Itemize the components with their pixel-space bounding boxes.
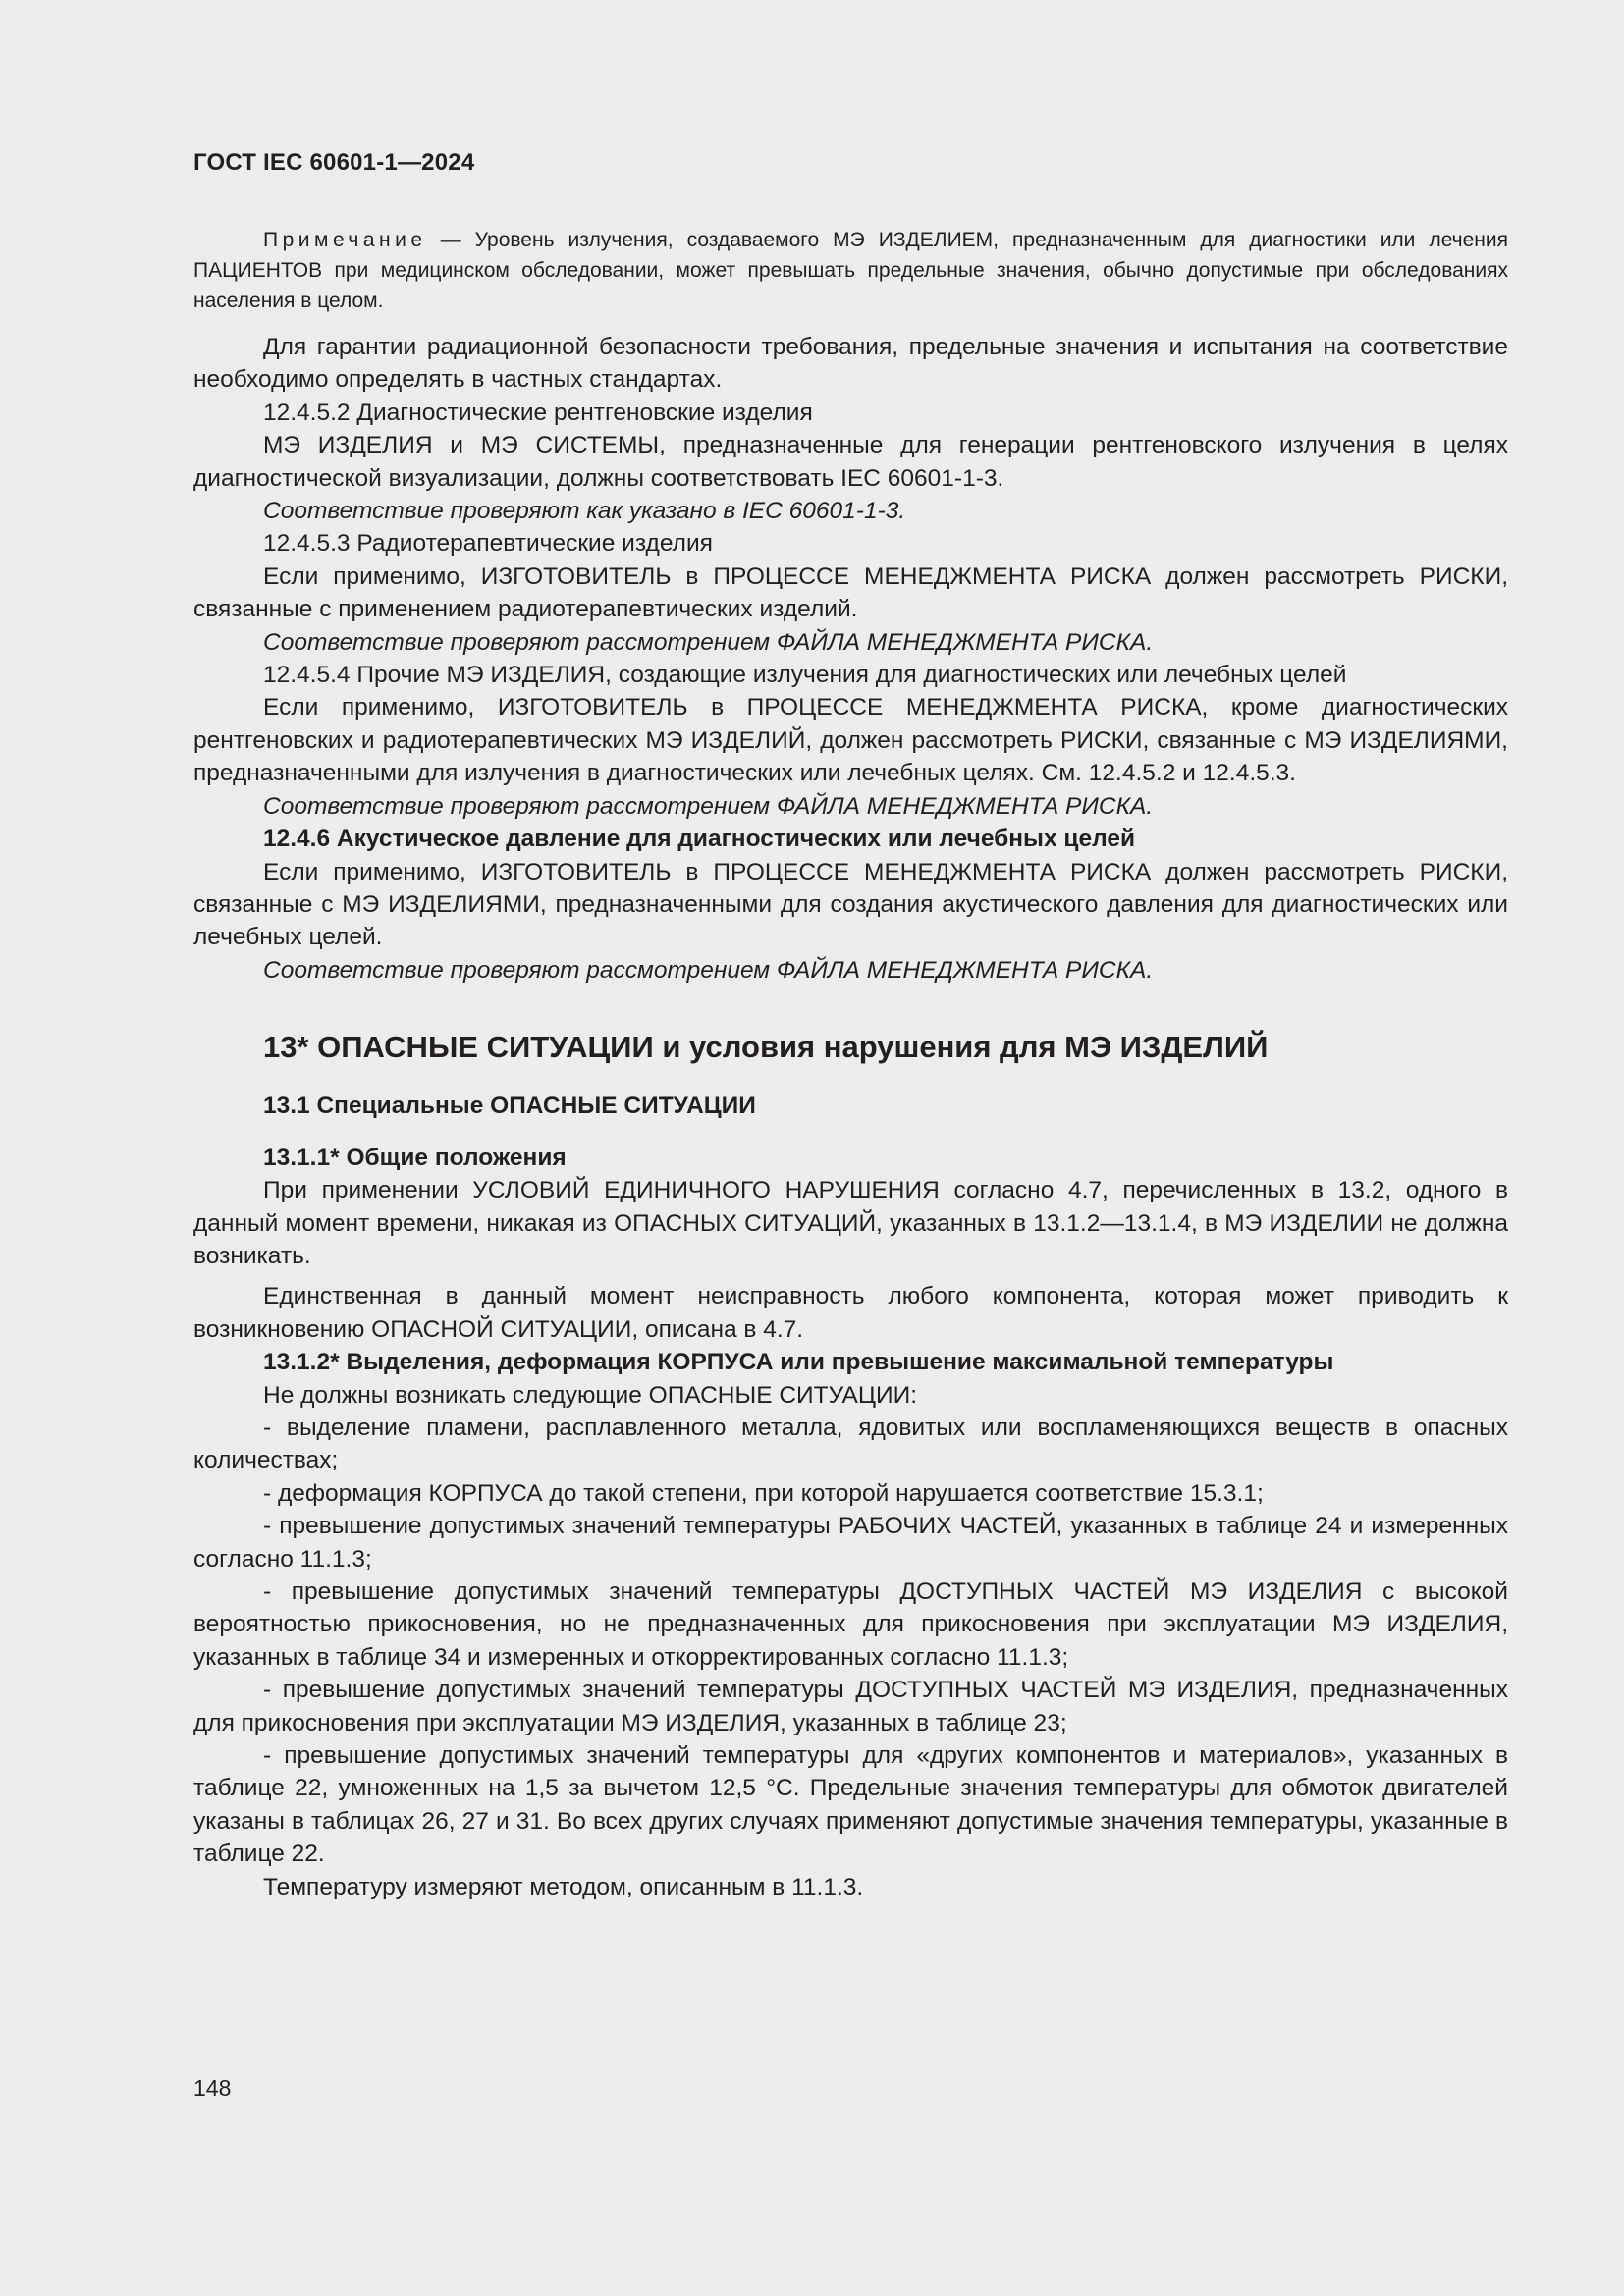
compliance-check-radiotherapy: Соответствие проверяют рассмотрением ФАЙЛА МЕНЕДЖМЕНТА РИСКА. — [263, 628, 1154, 656]
paragraph-acoustic-pressure: Если применимо, ИЗГОТОВИТЕЛЬ в ПРОЦЕССЕ МЕНЕДЖМЕНТА РИСКА должен рассмотреть РИСКИ, связанные с МЭ ИЗДЕЛИЯМИ, предназначенными для создания акустического давления для диагностических или лечебных целей. — [193, 858, 1508, 951]
compliance-check-xray: Соответствие проверяют как указано в IEC 60601-1-3. — [263, 498, 906, 525]
note-paragraph — [193, 225, 1508, 316]
paragraph-component-failure: Единственная в данный момент неисправность любого компонента, которая может приводить к возникновению ОПАСНОЙ СИТУАЦИИ, описана в 4.7. — [193, 1283, 1508, 1343]
compliance-check-other: Соответствие проверяют рассмотрением ФАЙЛА МЕНЕДЖМЕНТА РИСКА. — [263, 792, 1154, 820]
document-body — [193, 331, 1508, 1903]
page-number: 148 — [193, 2075, 232, 2101]
compliance-check-acoustic: Соответствие проверяют рассмотрением ФАЙЛА МЕНЕДЖМЕНТА РИСКА. — [263, 956, 1154, 984]
clause-13-1-heading: 13.1 Специальные ОПАСНЫЕ СИТУАЦИИ — [263, 1093, 756, 1120]
list-item-accessible-parts-intended: - превышение допустимых значений температуры ДОСТУПНЫХ ЧАСТЕЙ МЭ ИЗДЕЛИЯ, предназначенных для прикосновения при эксплуатации МЭ ИЗДЕЛИЯ, указанных в таблице 23; — [193, 1677, 1508, 1736]
section-13-title: 13* ОПАСНЫЕ СИТУАЦИИ и условия нарушения для МЭ ИЗДЕЛИЙ — [263, 1030, 1269, 1065]
paragraph-single-fault: При применении УСЛОВИЙ ЕДИНИЧНОГО НАРУШЕНИЯ согласно 4.7, перечисленных в 13.2, одного в данный момент времени, никакая из ОПАСНЫХ СИТУАЦИЙ, указанных в 13.1.2—13.1.4, в МЭ ИЗДЕЛИИ не должна возникать. — [193, 1177, 1508, 1269]
paragraph-other-devices: Если применимо, ИЗГОТОВИТЕЛЬ в ПРОЦЕССЕ МЕНЕДЖМЕНТА РИСКА, кроме диагностических рентгеновских и радиотерапевтических МЭ ИЗДЕЛИЙ, должен рассмотреть РИСКИ, связанные с МЭ ИЗДЕЛИЯМИ, предназначенными для излучения в диагностических или лечебных целях. См. 12.4.5.2 и 12.4.5.3. — [193, 694, 1508, 787]
clause-13-1-2-heading: 13.1.2* Выделения, деформация КОРПУСА или превышение максимальной температуры — [263, 1349, 1334, 1376]
clause-12-4-5-3-heading: 12.4.5.3 Радиотерапевтические изделия — [263, 530, 713, 558]
paragraph-radiotherapy: Если применимо, ИЗГОТОВИТЕЛЬ в ПРОЦЕССЕ МЕНЕДЖМЕНТА РИСКА должен рассмотреть РИСКИ, связанные с применением радиотерапевтических изделий. — [193, 562, 1508, 623]
clause-12-4-5-4-heading: 12.4.5.4 Прочие МЭ ИЗДЕЛИЯ, создающие излучения для диагностических или лечебных целей — [263, 662, 1347, 689]
note-label: Примечание — [263, 229, 427, 251]
clause-12-4-6-heading: 12.4.6 Акустическое давление для диагностических или лечебных целей — [263, 826, 1136, 853]
list-item-enclosure-deformation: - деформация КОРПУСА до такой степени, при которой нарушается соответствие 15.3.1; — [263, 1479, 1264, 1507]
clause-12-4-5-2-heading: 12.4.5.2 Диагностические рентгеновские изделия — [263, 399, 813, 426]
paragraph-temperature-method: Температуру измеряют методом, описанным в 11.1.3. — [263, 1873, 864, 1900]
paragraph-radiation-safety: Для гарантии радиационной безопасности требования, предельные значения и испытания на соответствие необходимо определять в частных стандартах. — [193, 334, 1508, 394]
note-text: — Уровень излучения, создаваемого МЭ ИЗДЕЛИЕМ, предназначенным для диагностики или лечения ПАЦИЕНТОВ при медицинском обследовании, может превышать предельные значения, обычно допустимые при обследованиях населения в целом. — [193, 229, 1508, 312]
paragraph-hazard-list-intro: Не должны возникать следующие ОПАСНЫЕ СИТУАЦИИ: — [263, 1381, 918, 1409]
list-item-applied-parts-temperature: - превышение допустимых значений температуры РАБОЧИХ ЧАСТЕЙ, указанных в таблице 24 и измеренных согласно 11.1.3; — [193, 1513, 1508, 1573]
list-item-accessible-parts-unintended: - превышение допустимых значений температуры ДОСТУПНЫХ ЧАСТЕЙ МЭ ИЗДЕЛИЯ с высокой вероятностью прикосновения, но не предназначенных для прикосновения при эксплуатации МЭ ИЗДЕЛИЯ, указанных в таблице 34 и измеренных и откорректированных согласно 11.1.3; — [193, 1578, 1508, 1671]
paragraph-xray-devices: МЭ ИЗДЕЛИЯ и МЭ СИСТЕМЫ, предназначенные для генерации рентгеновского излучения в целях диагностической визуализации, должны соответствовать IEC 60601-1-3. — [193, 432, 1508, 492]
list-item-emissions: - выделение пламени, расплавленного металла, ядовитых или воспламеняющихся веществ в опасных количествах; — [193, 1414, 1508, 1474]
list-item-other-components: - превышение допустимых значений температуры для «других компонентов и материалов», указанных в таблице 22, умноженных на 1,5 за вычетом 12,5 °C. Предельные значения температуры для обмоток двигателей указаны в таблицах 26, 27 и 31. Во всех других случаях применяют допустимые значения температуры, указанные в таблице 22. — [193, 1742, 1508, 1868]
clause-13-1-1-heading: 13.1.1* Общие положения — [263, 1145, 567, 1172]
document-header: ГОСТ IEC 60601-1—2024 — [193, 149, 475, 176]
